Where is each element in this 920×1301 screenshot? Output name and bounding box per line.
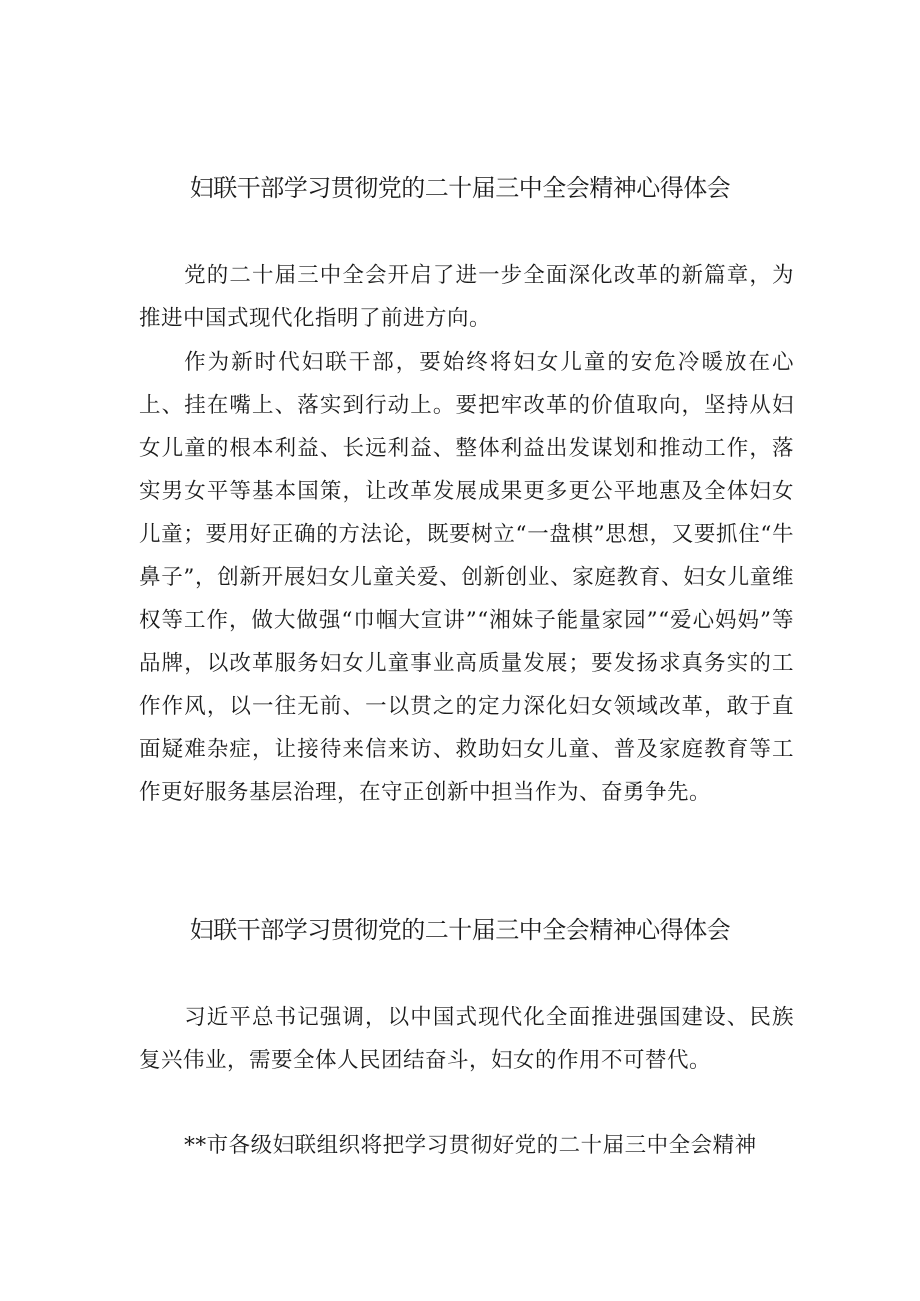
paragraph: 党的二十届三中全会开启了进一步全面深化改革的新篇章，为推进中国式现代化指明了前进方向。 — [139, 263, 794, 331]
paragraph: **市各级妇联组织将把学习贯彻好党的二十届三中全会精神 — [184, 1133, 757, 1158]
section-title: 妇联干部学习贯彻党的二十届三中全会精神心得体会 — [189, 916, 731, 944]
paragraph: 习近平总书记强调，以中国式现代化全面推进强国建设、民族复兴伟业，需要全体人民团结奋斗，妇女的作用不可替代。 — [139, 1005, 794, 1073]
section-title: 妇联干部学习贯彻党的二十届三中全会精神心得体会 — [189, 174, 731, 202]
paragraph: 作为新时代妇联干部，要始终将妇女儿童的安危冷暖放在心上、挂在嘴上、落实到行动上。要把牢改革的价值取向，坚持从妇女儿童的根本利益、长远利益、整体利益出发谋划和推动工作，落实男女平等基本国策，让改革发展成果更多更公平地惠及全体妇女儿童；要用好正确的方法论，既要树立“一盘棋”思想，又要抓住“牛鼻子”，创新开展妇女儿童关爱、创新创业、家庭教育、妇女儿童维权等工作，做大做强“巾帼大宣讲”“湘妹子能量家园”“爱心妈妈”等品牌，以改革服务妇女儿童事业高质量发展；要发扬求真务实的工作作风，以一往无前、一以贯之的定力深化妇女领域改革，敢于直面疑难杂症，让接待来信来访、救助妇女儿童、普及家庭教育等工作更好服务基层治理，在守正创新中担当作为、奋勇争先。 — [139, 350, 794, 805]
